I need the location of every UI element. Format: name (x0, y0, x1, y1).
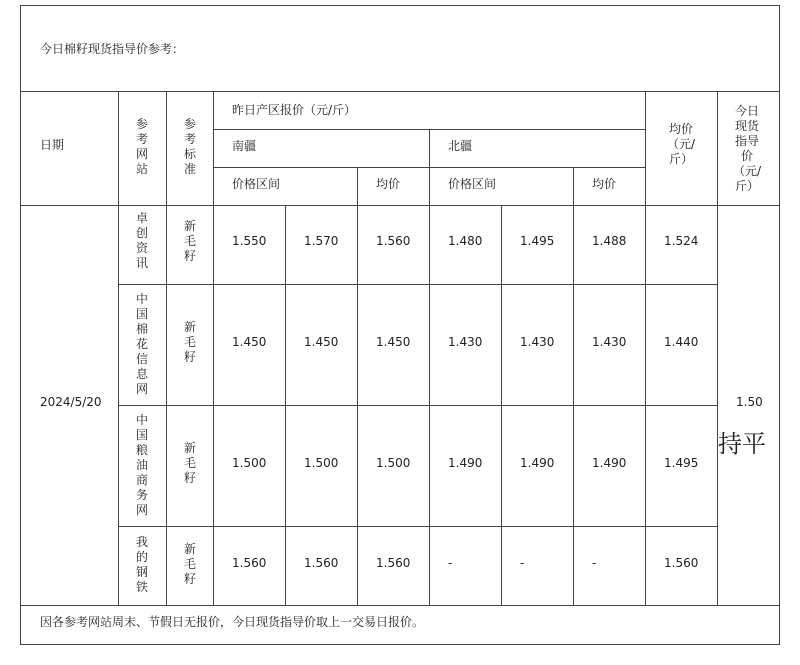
table-cell: 1.440 (664, 335, 699, 349)
header-today-guide-price: 今日现货指导价（元/斤） (733, 104, 762, 193)
grid-line (118, 405, 718, 406)
table-cell: 1.450 (232, 335, 267, 349)
table-row-site: 中国棉花信息网 (135, 292, 148, 396)
grid-line (213, 91, 214, 605)
table-row-standard: 新毛籽 (183, 542, 196, 586)
table-row-standard: 新毛籽 (183, 441, 196, 485)
grid-line (118, 526, 718, 527)
table-cell: 1.490 (592, 456, 627, 470)
grid-line (285, 205, 286, 605)
grid-line (501, 205, 502, 605)
header-south-price-range: 价格区间 (232, 177, 281, 191)
table-cell: 1.430 (592, 335, 627, 349)
table-cell: - (520, 556, 525, 570)
table-row-site: 卓创资讯 (135, 211, 148, 270)
table-cell: 1.430 (520, 335, 555, 349)
header-north-avg: 均价 (592, 177, 617, 191)
table-cell: - (592, 556, 597, 570)
table-cell: 1.560 (304, 556, 339, 570)
header-date: 日期 (40, 138, 65, 152)
table-cell: 1.500 (304, 456, 339, 470)
table-row-standard: 新毛籽 (183, 219, 196, 263)
header-avg-unit: 均价（元/斤） (666, 122, 696, 166)
guide-price: 1.50 (736, 395, 763, 409)
header-north: 北疆 (448, 139, 473, 153)
table-cell: 1.480 (448, 234, 483, 248)
grid-line (118, 284, 718, 285)
grid-line (573, 167, 574, 605)
grid-line (429, 129, 430, 605)
table-cell: 1.560 (376, 556, 411, 570)
table-cell: 1.495 (520, 234, 555, 248)
page-title: 今日棉籽现货指导价参考： (40, 42, 185, 56)
guide-trend: 持平 (718, 430, 766, 458)
table-cell: 1.450 (304, 335, 339, 349)
table-cell: 1.560 (232, 556, 267, 570)
grid-line (118, 91, 119, 605)
table-cell: 1.500 (376, 456, 411, 470)
table-cell: - (448, 556, 453, 570)
header-yesterday-quote: 昨日产区报价（元/斤） (232, 103, 357, 117)
header-north-price-range: 价格区间 (448, 177, 497, 191)
table-cell: 1.490 (520, 456, 555, 470)
footnote: 因各参考网站周末、节假日无报价，今日现货指导价取上一交易日报价。 (40, 615, 425, 629)
header-standard: 参考标准 (183, 117, 196, 176)
header-south-avg: 均价 (376, 177, 401, 191)
grid-line (20, 205, 780, 206)
table-cell: 1.560 (376, 234, 411, 248)
table-cell: 1.495 (664, 456, 699, 470)
table-row-site: 我的钢铁 (135, 535, 148, 594)
grid-line (20, 91, 780, 92)
table-cell: 1.450 (376, 335, 411, 349)
grid-line (645, 91, 646, 605)
table-frame (20, 5, 780, 645)
table-row-standard: 新毛籽 (183, 320, 196, 364)
table-cell: 1.560 (664, 556, 699, 570)
header-site: 参考网站 (135, 117, 148, 176)
table-cell: 1.500 (232, 456, 267, 470)
date-cell: 2024/5/20 (40, 395, 102, 409)
grid-line (717, 91, 718, 605)
table-cell: 1.430 (448, 335, 483, 349)
grid-line (166, 91, 167, 605)
header-south: 南疆 (232, 139, 257, 153)
table-cell: 1.490 (448, 456, 483, 470)
table-cell: 1.550 (232, 234, 267, 248)
table-row-site: 中国粮油商务网 (135, 413, 148, 517)
grid-line (20, 605, 780, 606)
table-cell: 1.570 (304, 234, 339, 248)
grid-line (357, 167, 358, 605)
table-cell: 1.524 (664, 234, 699, 248)
table-cell: 1.488 (592, 234, 627, 248)
